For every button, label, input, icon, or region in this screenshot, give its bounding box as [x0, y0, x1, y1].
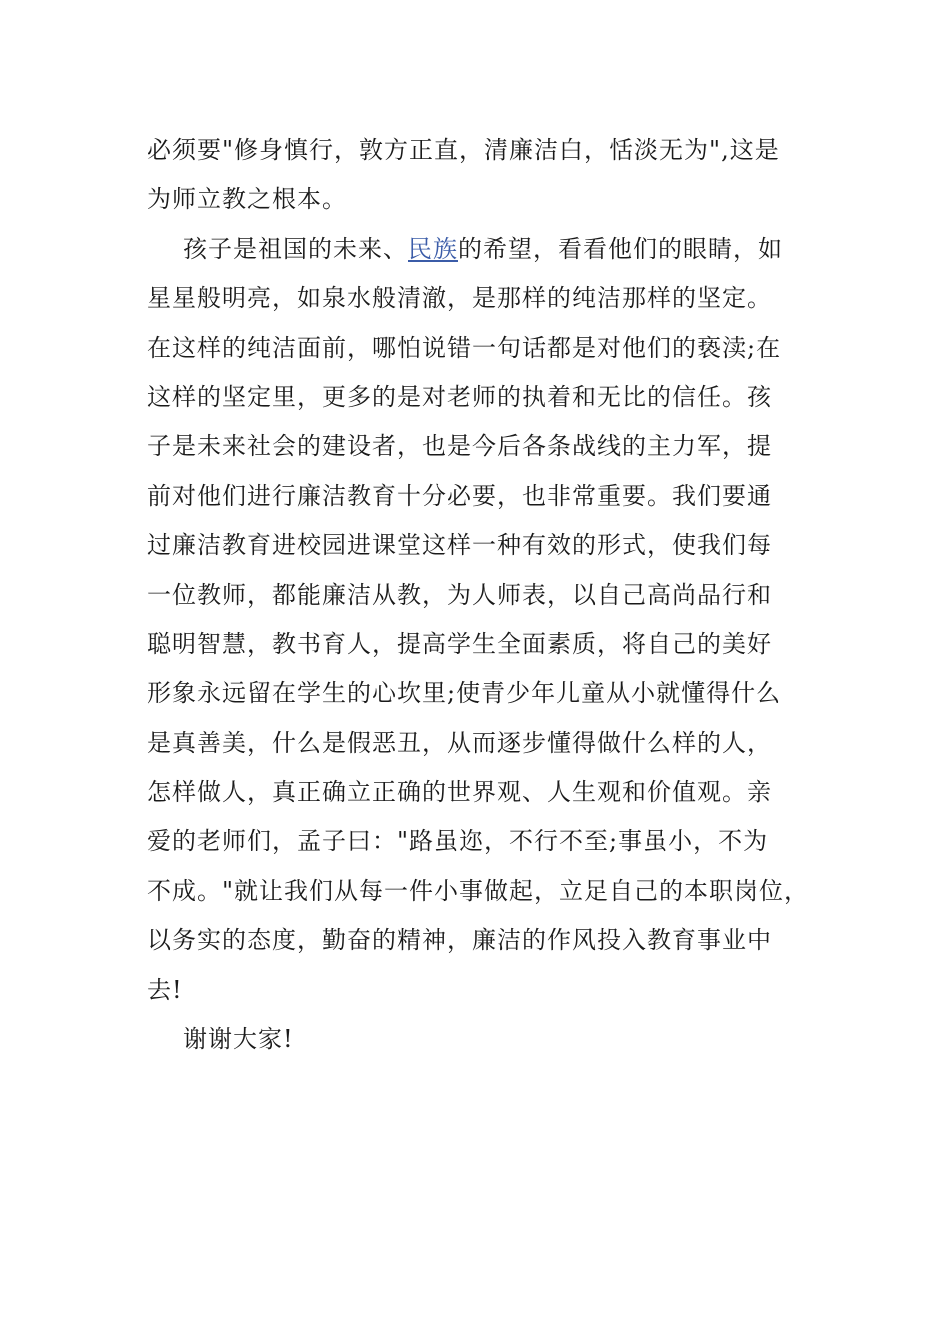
text-line: 子是未来社会的建设者，也是今后各条战线的主力军，提 [147, 432, 772, 461]
text-line: 必须要"修身慎行，敦方正直，清廉洁白，恬淡无为",这是 [147, 136, 780, 164]
text-line: 在这样的纯洁面前，哪怕说错一句话都是对他们的亵渎;在 [147, 333, 782, 362]
text-line: 是真善美，什么是假恶丑，从而逐步懂得做什么样的人， [147, 728, 772, 757]
text-line: 过廉洁教育进校园进课堂这样一种有效的形式，使我们每 [147, 531, 772, 560]
text-fragment: 孩子是祖国的未来、 [183, 234, 408, 263]
text-line: 不成。"就让我们从每一件小事做起，立足自己的本职岗位， [147, 876, 810, 905]
text-line: 前对他们进行廉洁教育十分必要，也非常重要。我们要通 [147, 481, 772, 510]
text-line: 这样的坚定里，更多的是对老师的执着和无比的信任。孩 [147, 382, 772, 411]
text-line: 一位教师，都能廉洁从教，为人师表，以自己高尚品行和 [147, 580, 772, 609]
text-line: 去! [147, 975, 183, 1004]
text-line: 爱的老师们，孟子曰："路虽迩，不行不至;事虽小，不为 [147, 827, 769, 856]
text-line: 星星般明亮，如泉水般清澈，是那样的纯洁那样的坚定。 [147, 284, 772, 313]
text-line: 聪明智慧，教书育人，提高学生全面素质，将自己的美好 [147, 629, 772, 658]
text-line: 以务实的态度，勤奋的精神，廉洁的作风投入教育事业中 [147, 926, 772, 955]
document-body [147, 126, 827, 1064]
text-line: 为师立教之根本。 [147, 185, 347, 214]
text-line: 形象永远留在学生的心坎里;使青少年儿童从小就懂得什么 [147, 679, 782, 708]
text-line: 怎样做人，真正确立正确的世界观、人生观和价值观。亲 [147, 778, 772, 807]
text-fragment: 的希望，看看他们的眼睛，如 [458, 234, 783, 263]
minzu-link[interactable]: 民族 [408, 234, 458, 263]
paragraph-start-line [147, 225, 827, 274]
closing-line: 谢谢大家! [183, 1025, 294, 1054]
